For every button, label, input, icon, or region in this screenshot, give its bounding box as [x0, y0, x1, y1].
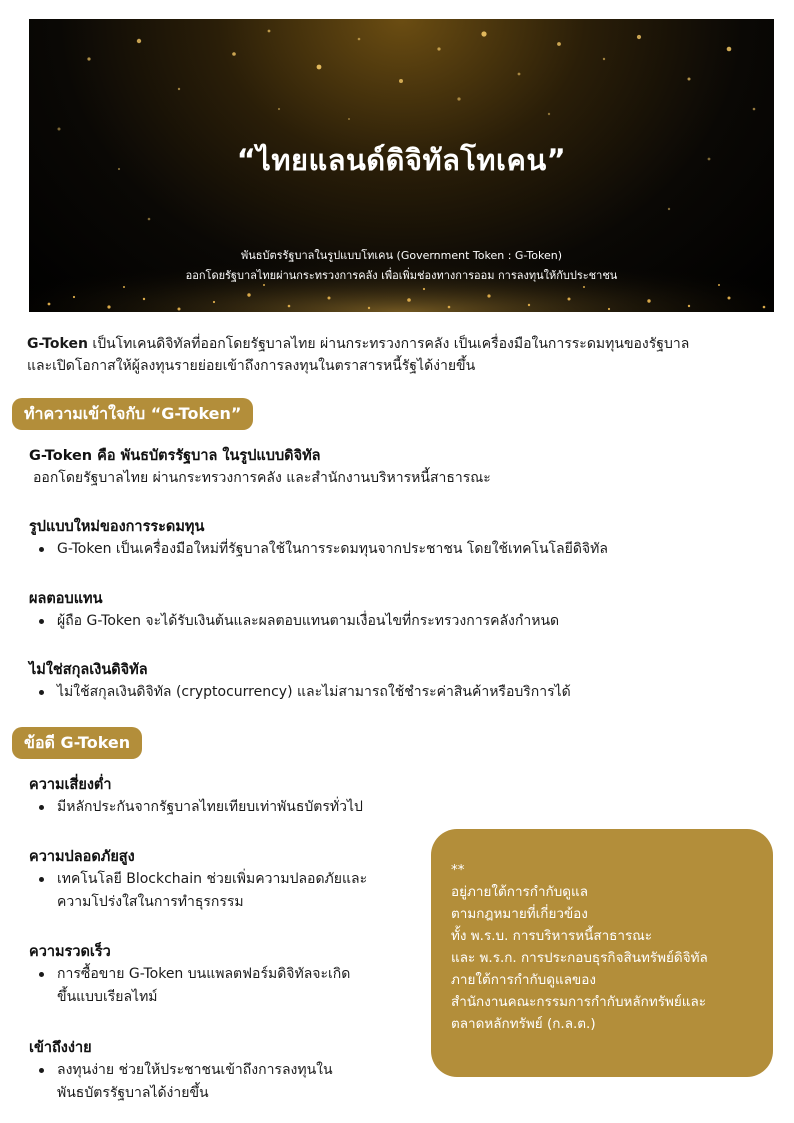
- bullet-dot: [39, 972, 44, 977]
- banner-subtitle-1: พันธบัตรรัฐบาลในรูปแบบโทเคน (Government Token : G-Token): [241, 249, 562, 262]
- item-heading: ความรวดเร็ว: [29, 944, 111, 960]
- intro-term: G-Token: [27, 336, 88, 352]
- list-item: [29, 610, 769, 633]
- list-item: [29, 538, 769, 561]
- bullet-text-line-1: การซื้อขาย G-Token บนแพลตฟอร์มดิจิทัลจะเกิด: [57, 966, 351, 982]
- bullet-text: ไม่ใช้สกุลเงินดิจิทัล (cryptocurrency) และไม่สามารถใช้ชำระค่าสินค้าหรือบริการได้: [57, 684, 571, 700]
- callout-line: สำนักงานคณะกรรมการกำกับหลักทรัพย์และ: [451, 994, 707, 1010]
- bullet-text: G-Token เป็นเครื่องมือใหม่ที่รัฐบาลใช้ในการระดมทุนจากประชาชน โดยใช้เทคโนโลยีดิจิทัล: [57, 541, 608, 557]
- advantage-item-2: [29, 846, 429, 914]
- callout-line: **: [451, 862, 465, 878]
- item-heading: ไม่ใช่สกุลเงินดิจิทัล: [29, 662, 148, 678]
- definition-heading: G-Token คือ พันธบัตรรัฐบาล ในรูปแบบดิจิทัล: [29, 448, 321, 464]
- banner-subtitle-2: ออกโดยรัฐบาลไทยผ่านกระทรวงการคลัง เพื่อเพิ่มช่องทางการออม การลงทุนให้กับประชาชน: [185, 269, 618, 282]
- callout-line: และ พ.ร.ก. การประกอบธุรกิจสินทรัพย์ดิจิทัล: [451, 950, 708, 966]
- bullet-text-line-2: ความโปร่งใสในการทำธุรกรรม: [57, 894, 244, 910]
- callout-line: ทั้ง พ.ร.บ. การบริหารหนี้สาธารณะ: [451, 928, 653, 944]
- definition-block: [29, 445, 769, 489]
- bullet-dot: [39, 877, 44, 882]
- bullet-dot: [39, 619, 44, 624]
- item-heading: รูปแบบใหม่ของการระดมทุน: [29, 519, 205, 535]
- advantage-item-3: [29, 941, 429, 1009]
- bullet-text-line-1: ลงทุนง่าย ช่วยให้ประชาชนเข้าถึงการลงทุนใน: [57, 1062, 333, 1078]
- intro-paragraph: [27, 333, 772, 377]
- item-heading: ความเสี่ยงต่ำ: [29, 777, 112, 793]
- bullet-dot: [39, 1068, 44, 1073]
- bullet-text: มีหลักประกันจากรัฐบาลไทยเทียบเท่าพันธบัตรทั่วไป: [57, 799, 363, 815]
- bullet-text: ผู้ถือ G-Token จะได้รับเงินต้นและผลตอบแทนตามเงื่อนไขที่กระทรวงการคลังกำหนด: [57, 613, 560, 629]
- list-item: [29, 1059, 429, 1105]
- banner-title: “ไทยแลนด์ดิจิทัลโทเคน”: [236, 143, 567, 177]
- bullet-text-line-1: เทคโนโลยี Blockchain ช่วยเพิ่มความปลอดภัยและ: [57, 871, 368, 887]
- list-item: [29, 681, 769, 704]
- item-heading: ความปลอดภัยสูง: [29, 849, 135, 865]
- item-heading: เข้าถึงง่าย: [29, 1040, 92, 1056]
- list-item: [29, 963, 429, 1009]
- item-heading: ผลตอบแทน: [29, 591, 103, 607]
- understanding-item-2: [29, 588, 769, 633]
- intro-line-1: [27, 333, 772, 355]
- callout-line: ภายใต้การกำกับดูแลของ: [451, 972, 596, 988]
- understanding-item-1: [29, 516, 769, 561]
- callout-line: ตามกฎหมายที่เกี่ยวข้อง: [451, 906, 588, 922]
- bullet-text-line-2: ขึ้นแบบเรียลไทม์: [57, 989, 158, 1005]
- advantage-item-1: [29, 774, 429, 819]
- hero-banner: [29, 19, 774, 312]
- intro-line-1-text: เป็นโทเคนดิจิทัลที่ออกโดยรัฐบาลไทย ผ่านกระทรวงการคลัง เป็นเครื่องมือในการระดมทุนของรัฐบาล: [87, 336, 690, 352]
- understanding-item-3: [29, 659, 769, 704]
- list-item: [29, 868, 429, 914]
- section-understanding-title: ทำความเข้าใจกับ “G-Token”: [12, 398, 253, 430]
- callout-line: อยู่ภายใต้การกำกับดูแล: [451, 884, 589, 900]
- callout-line: ตลาดหลักทรัพย์ (ก.ล.ต.): [451, 1016, 596, 1032]
- bullet-dot: [39, 547, 44, 552]
- advantage-item-4: [29, 1037, 429, 1105]
- bullet-dot: [39, 690, 44, 695]
- definition-text: ออกโดยรัฐบาลไทย ผ่านกระทรวงการคลัง และสำนักงานบริหารหนี้สาธารณะ: [33, 470, 491, 486]
- regulation-callout: [431, 829, 773, 1077]
- intro-line-2: และเปิดโอกาสให้ผู้ลงทุนรายย่อยเข้าถึงการลงทุนในตราสารหนี้รัฐได้ง่ายขึ้น: [27, 358, 476, 374]
- bullet-text-line-2: พันธบัตรรัฐบาลได้ง่ายขึ้น: [57, 1085, 209, 1101]
- list-item: [29, 796, 429, 819]
- bullet-dot: [39, 805, 44, 810]
- section-advantages-title: ข้อดี G-Token: [12, 727, 142, 759]
